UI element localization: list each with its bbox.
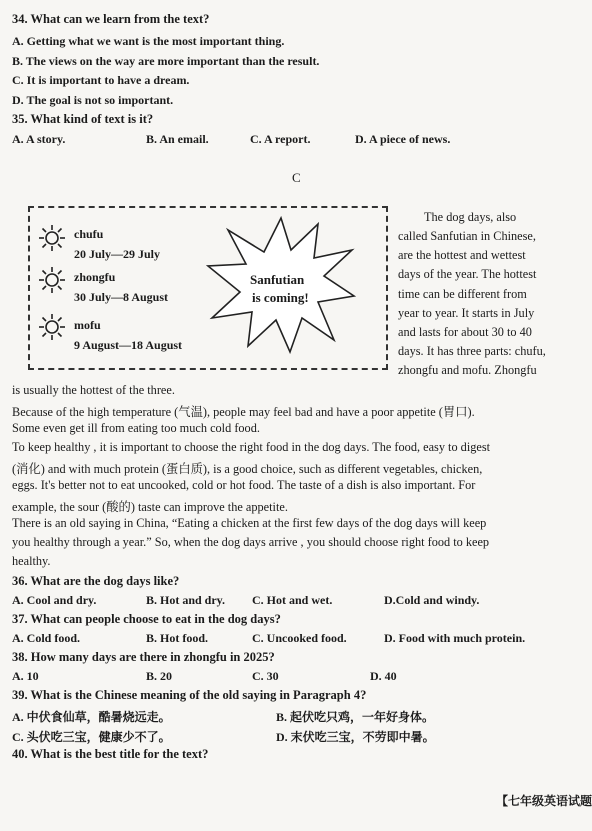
question-39: 39. What is the Chinese meaning of the old saying in Paragraph 4? [12,688,367,702]
passage-line: healthy. [12,554,51,568]
q39-option-c: C. 头伏吃三宝，健康少不了。 [12,730,171,744]
chufu-dates: 20 July—29 July [74,247,161,261]
passage-line: The dog days, also [424,210,517,224]
q35-option-b: B. An email. [146,132,209,146]
passage-line: are the hottest and wettest [398,248,526,262]
q39-option-d: D. 末伏吃三宝，不劳即中暑。 [276,730,435,744]
q38-option-b: B. 20 [146,669,173,683]
q39-option-a: A. 中伏食仙草，酷暑烧远走。 [12,710,171,724]
passage-line: days of the year. The hottest [398,267,537,281]
q39-option-b: B. 起伏吃只鸡，一年好身体。 [276,710,435,724]
question-40: 40. What is the best title for the text? [12,747,209,761]
footer-grade-tab: 【七年级英语试题 [495,794,592,808]
passage-line: To keep healthy , it is important to choose the right food in the dog days. The food, easy to digest [12,440,491,454]
q37-option-a: A. Cold food. [12,631,81,645]
question-38: 38. How many days are there in zhongfu in 2025? [12,650,275,664]
q34-option-a: A. Getting what we want is the most important thing. [12,34,285,48]
q38-option-d: D. 40 [370,669,397,683]
question-35: 35. What kind of text is it? [12,112,154,126]
sun-icon [38,266,66,294]
passage-line: year to year. It starts in July [398,306,535,320]
q36-option-d: D.Cold and windy. [384,593,480,607]
q37-option-b: B. Hot food. [146,631,209,645]
chufu-label: chufu [74,227,104,241]
q38-option-c: C. 30 [252,669,279,683]
mofu-dates: 9 August—18 August [74,338,183,352]
question-37: 37. What can people choose to eat in the dog days? [12,612,281,626]
q34-option-d: D. The goal is not so important. [12,93,174,107]
sun-icon [38,224,66,252]
passage-line: zhongfu and mofu. Zhongfu [398,363,537,377]
q38-option-a: A. 10 [12,669,39,683]
sun-icon [38,313,66,341]
burst-text-line2: is coming! [252,290,309,305]
q37-option-c: C. Uncooked food. [252,631,347,645]
question-36: 36. What are the dog days like? [12,574,180,588]
passage-line: eggs. It's better not to eat uncooked, cold or hot food. The taste of a dish is also important. For [12,478,476,492]
q37-option-d: D. Food with much protein. [384,631,526,645]
section-letter: C [292,170,301,185]
passage-line: (消化) and with much protein (蛋白质), is a good choice, such as different vegetables, chicken, [12,462,483,476]
passage-line: time can be different from [398,287,527,301]
q35-option-a: A. A story. [12,132,66,146]
q35-option-d: D. A piece of news. [355,132,451,146]
passage-line: is usually the hottest of the three. [12,383,175,397]
q36-option-a: A. Cool and dry. [12,593,97,607]
passage-line: days. It has three parts: chufu, [398,344,546,358]
passage-line: example, the sour (酸的) taste can improve the appetite. [12,500,288,514]
zhongfu-label: zhongfu [74,270,116,284]
passage-line: Because of the high temperature (气温), people may feel bad and have a poor appetite (胃口). [12,405,475,419]
question-34: 34. What can we learn from the text? [12,12,210,26]
mofu-label: mofu [74,318,101,332]
zhongfu-dates: 30 July—8 August [74,290,169,304]
passage-line: and lasts for about 30 to 40 [398,325,532,339]
q34-option-b: B. The views on the way are more important than the result. [12,54,320,68]
burst-text-line1: Sanfutian [250,272,305,287]
passage-line: Some even get ill from eating too much cold food. [12,421,260,435]
q35-option-c: C. A report. [250,132,311,146]
passage-line: There is an old saying in China, “Eating a chicken at the first few days of the dog days will keep [12,516,487,530]
passage-line: you healthy through a year.” So, when the dog days arrive , you should choose right food to keep [12,535,490,549]
q34-option-c: C. It is important to have a dream. [12,73,190,87]
q36-option-c: C. Hot and wet. [252,593,333,607]
q36-option-b: B. Hot and dry. [146,593,226,607]
passage-line: called Sanfutian in Chinese, [398,229,536,243]
